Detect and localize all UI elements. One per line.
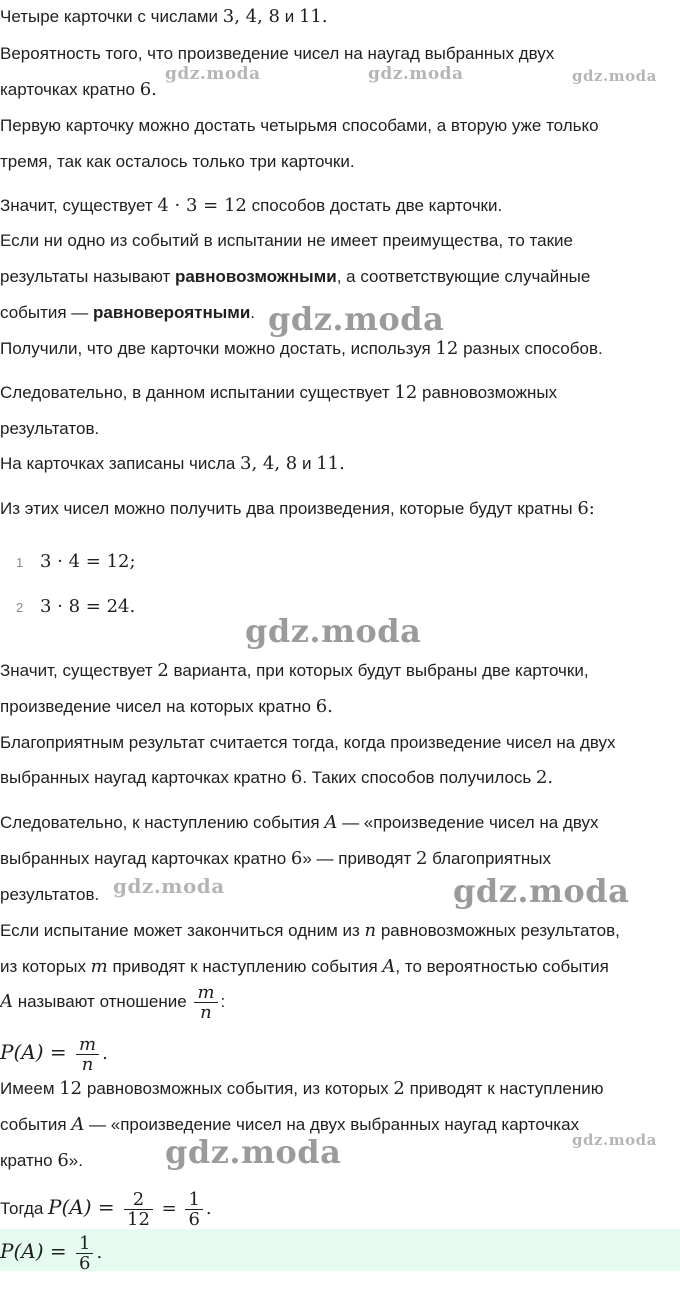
text-line: Из этих чисел можно получить два произведения, которые будут кратны 6: — [0, 498, 595, 519]
term-bold: равновероятными — [93, 303, 251, 322]
text-line: карточках кратно 6. — [0, 79, 157, 100]
formula-line: P(A) = $\frac{m}{n}$ . — [0, 1034, 108, 1076]
text-line: Если ни одно из событий в испытании не имеет преимущества, то такие — [0, 231, 573, 250]
answer-box — [0, 1229, 680, 1271]
text-line: Значит, существует 2 варианта, при которых будут выбраны две карточки, — [0, 660, 589, 681]
formula-line: Тогда P(A) = $\frac{2}{12}$ = $\frac{1}{6}$ . — [0, 1189, 212, 1229]
text-line: выбранных наугад карточках кратно 6» — приводят 2 благоприятных — [0, 848, 552, 869]
watermark: gdz.moda — [113, 874, 225, 898]
watermark: gdz.moda — [165, 1133, 342, 1171]
text-line: Благоприятным результат считается тогда, когда произведение чисел на двух — [0, 733, 616, 752]
answer-formula: P(A) = $\frac{1}{6}$ . — [0, 1229, 102, 1271]
text-line: На карточках записаны числа 3, 4, 8 и 11. — [0, 453, 345, 474]
text-line: кратно 6». — [0, 1150, 83, 1171]
fraction: $\frac{1}{6}$ — [76, 1234, 93, 1271]
list-formula: 3 · 4 = 12; — [40, 551, 136, 572]
text-line: результатов. — [0, 885, 100, 904]
term-bold: равновозможными — [174, 267, 337, 286]
watermark: gdz.moda — [165, 64, 261, 84]
watermark: gdz.moda — [268, 300, 445, 338]
text-line: результаты называют равновозможными, а соответствующие случайные — [0, 267, 591, 286]
fraction: $\frac{2}{12}$ — [124, 1190, 153, 1229]
text-line: из которых m приводят к наступлению события A, то вероятностью события — [0, 956, 609, 977]
fraction: $\frac{m}{n}$ — [194, 983, 217, 1022]
watermark: gdz.moda — [453, 872, 630, 910]
text-line: Вероятность того, что произведение чисел на наугад выбранных двух — [0, 44, 555, 63]
list-number: 1 — [16, 555, 24, 570]
text-line: Имеем 12 равновозможных события, из которых 2 приводят к наступлению — [0, 1078, 604, 1099]
text-line: тремя, так как осталось только три карточки. — [0, 152, 355, 171]
text-line: события A — «произведение чисел на двух выбранных наугад карточках — [0, 1114, 580, 1135]
watermark: gdz.moda — [572, 67, 657, 85]
text-line: результатов. — [0, 419, 100, 438]
watermark: gdz.moda — [245, 612, 422, 650]
fraction: $\frac{m}{n}$ — [76, 1035, 99, 1074]
text-line: Получили, что две карточки можно достать, используя 12 разных способов. — [0, 338, 603, 359]
fraction: $\frac{1}{6}$ — [185, 1190, 202, 1229]
text-line: Значит, существует 4 · 3 = 12 способов достать две карточки. — [0, 195, 503, 216]
list-formula: 3 · 8 = 24. — [40, 596, 136, 617]
text-line: события — равновероятными. — [0, 303, 256, 322]
text-line: Следовательно, к наступлению события A — «произведение чисел на двух — [0, 812, 599, 833]
text-line: Если испытание может закончиться одним из n равновозможных результатов, — [0, 920, 620, 941]
list-number: 2 — [16, 600, 24, 615]
text-line: Четыре карточки с числами 3, 4, 8 и 11. — [0, 6, 328, 27]
text-line: Первую карточку можно достать четырьмя способами, а вторую уже только — [0, 116, 599, 135]
text-line: Следовательно, в данном испытании существует 12 равновозможных — [0, 382, 558, 403]
text-line: A называют отношение $\frac{m}{n}$ : — [0, 982, 226, 1024]
watermark: gdz.moda — [572, 1131, 657, 1149]
watermark: gdz.moda — [368, 64, 464, 84]
text-line: произведение чисел на которых кратно 6. — [0, 696, 333, 717]
text-line: выбранных наугад карточках кратно 6. Таких способов получилось 2. — [0, 767, 554, 788]
